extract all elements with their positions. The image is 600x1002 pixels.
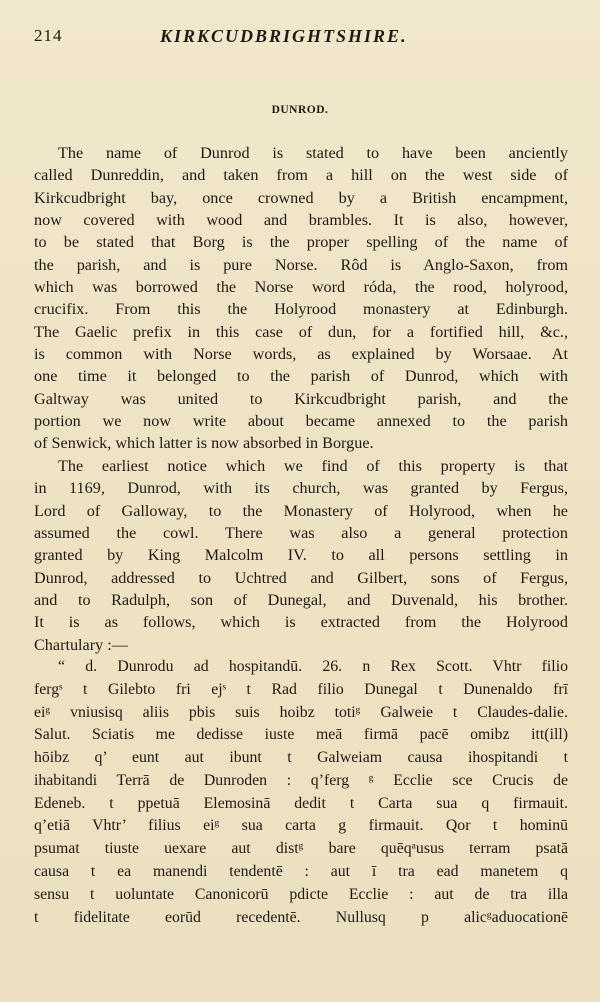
text-line: one time it belonged to the parish of Dunrod, which with — [34, 367, 568, 386]
latin-line: hōibz q’ eunt aut ibunt t Galweiam causa ihospitandi t — [34, 749, 568, 767]
running-head — [34, 26, 564, 50]
latin-line: t fidelitate eorūd recedentē. Nullusq p alicᵍaduocationē — [34, 908, 568, 926]
text-line: It is as follows, which is extracted from the Holyrood — [34, 613, 568, 632]
text-line: Kirkcudbright bay, once crowned by a British encampment, — [34, 188, 568, 207]
text-line: granted by King Malcolm IV. to all persons settling in — [34, 546, 568, 565]
latin-line: ihabitandi Terrā de Dunroden : q’ferg ᵍ Ecclie sce Crucis de — [34, 771, 568, 789]
text-line: assumed the cowl. There was also a general protection — [34, 523, 568, 542]
text-line: in 1169, Dunrod, with its church, was granted by Fergus, — [34, 479, 568, 498]
text-line: The earliest notice which we find of this property is that — [58, 456, 568, 475]
body-text — [34, 142, 568, 929]
text-line: the parish, and is pure Norse. Rôd is Anglo-Saxon, from — [34, 255, 568, 274]
text-line: Galtway was united to Kirkcudbright parish, and the — [34, 389, 568, 408]
english-paragraphs — [34, 142, 568, 656]
latin-charter-quote — [34, 656, 568, 930]
text-line: Lord of Galloway, to the Monastery of Holyrood, when he — [34, 501, 568, 520]
section-heading: DUNROD. — [271, 104, 329, 116]
text-line: The name of Dunrod is stated to have been anciently — [58, 144, 568, 162]
text-line: is common with Norse words, as explained by Worsaae. At — [34, 345, 568, 364]
text-line: of Senwick, which latter is now absorbed in Borgue. — [34, 434, 374, 453]
text-line: portion we now write about became annexed to the parish — [34, 412, 568, 431]
latin-line: eiᵍ vniusisq aliis pbis suis hoibz totiᵍ Galweie t Claudes-dalie. — [34, 703, 568, 721]
latin-line: psumat tiuste uexare aut distᵍ bare quēqᵃusus terram psatā — [34, 840, 568, 858]
text-line: to be stated that Borg is the proper spelling of the name of — [34, 233, 568, 252]
text-line: The Gaelic prefix in this case of dun, for a fortified hill, &c., — [34, 322, 568, 341]
latin-line: Salut. Sciatis me dedisse iuste meā firmā pacē omibz itt(ill) — [34, 726, 568, 744]
text-line: now covered with wood and brambles. It is also, however, — [34, 211, 568, 230]
text-line: which was borrowed the Norse word róda, the rood, holyrood, — [34, 278, 568, 297]
text-line: crucifix. From this the Holyrood monastery at Edinburgh. — [34, 300, 568, 319]
text-line: Dunrod, addressed to Uchtred and Gilbert, sons of Fergus, — [34, 568, 568, 587]
text-line: Chartulary :— — [34, 635, 128, 654]
latin-line: Edeneb. t ppetuā Elemosinā dedit t Carta sua q firmauit. — [34, 794, 568, 812]
latin-line: fergˢ t Gilebto fri ejˢ t Rad filio Dunegal t Dunenaldo frī — [34, 680, 568, 698]
latin-line: causa t ea manendi tendentē : aut ī tra ead manetem q — [34, 863, 568, 881]
latin-line: q’etiā Vhtr’ filius eiᵍ sua carta g firmauit. Qor t hominū — [34, 817, 568, 835]
page-number: 214 — [34, 26, 63, 45]
running-title: KIRKCUDBRIGHTSHIRE. — [160, 26, 408, 46]
latin-line: sensu t uoluntate Canonicorū pdicte Ecclie : aut de tra illa — [34, 885, 568, 903]
text-line: and to Radulph, son of Dunegal, and Duvenald, his brother. — [34, 590, 568, 609]
text-line: called Dunreddin, and taken from a hill on the west side of — [34, 166, 568, 185]
latin-line: “ d. Dunrodu ad hospitandū. 26. n Rex Scott. Vhtr filio — [58, 657, 568, 675]
